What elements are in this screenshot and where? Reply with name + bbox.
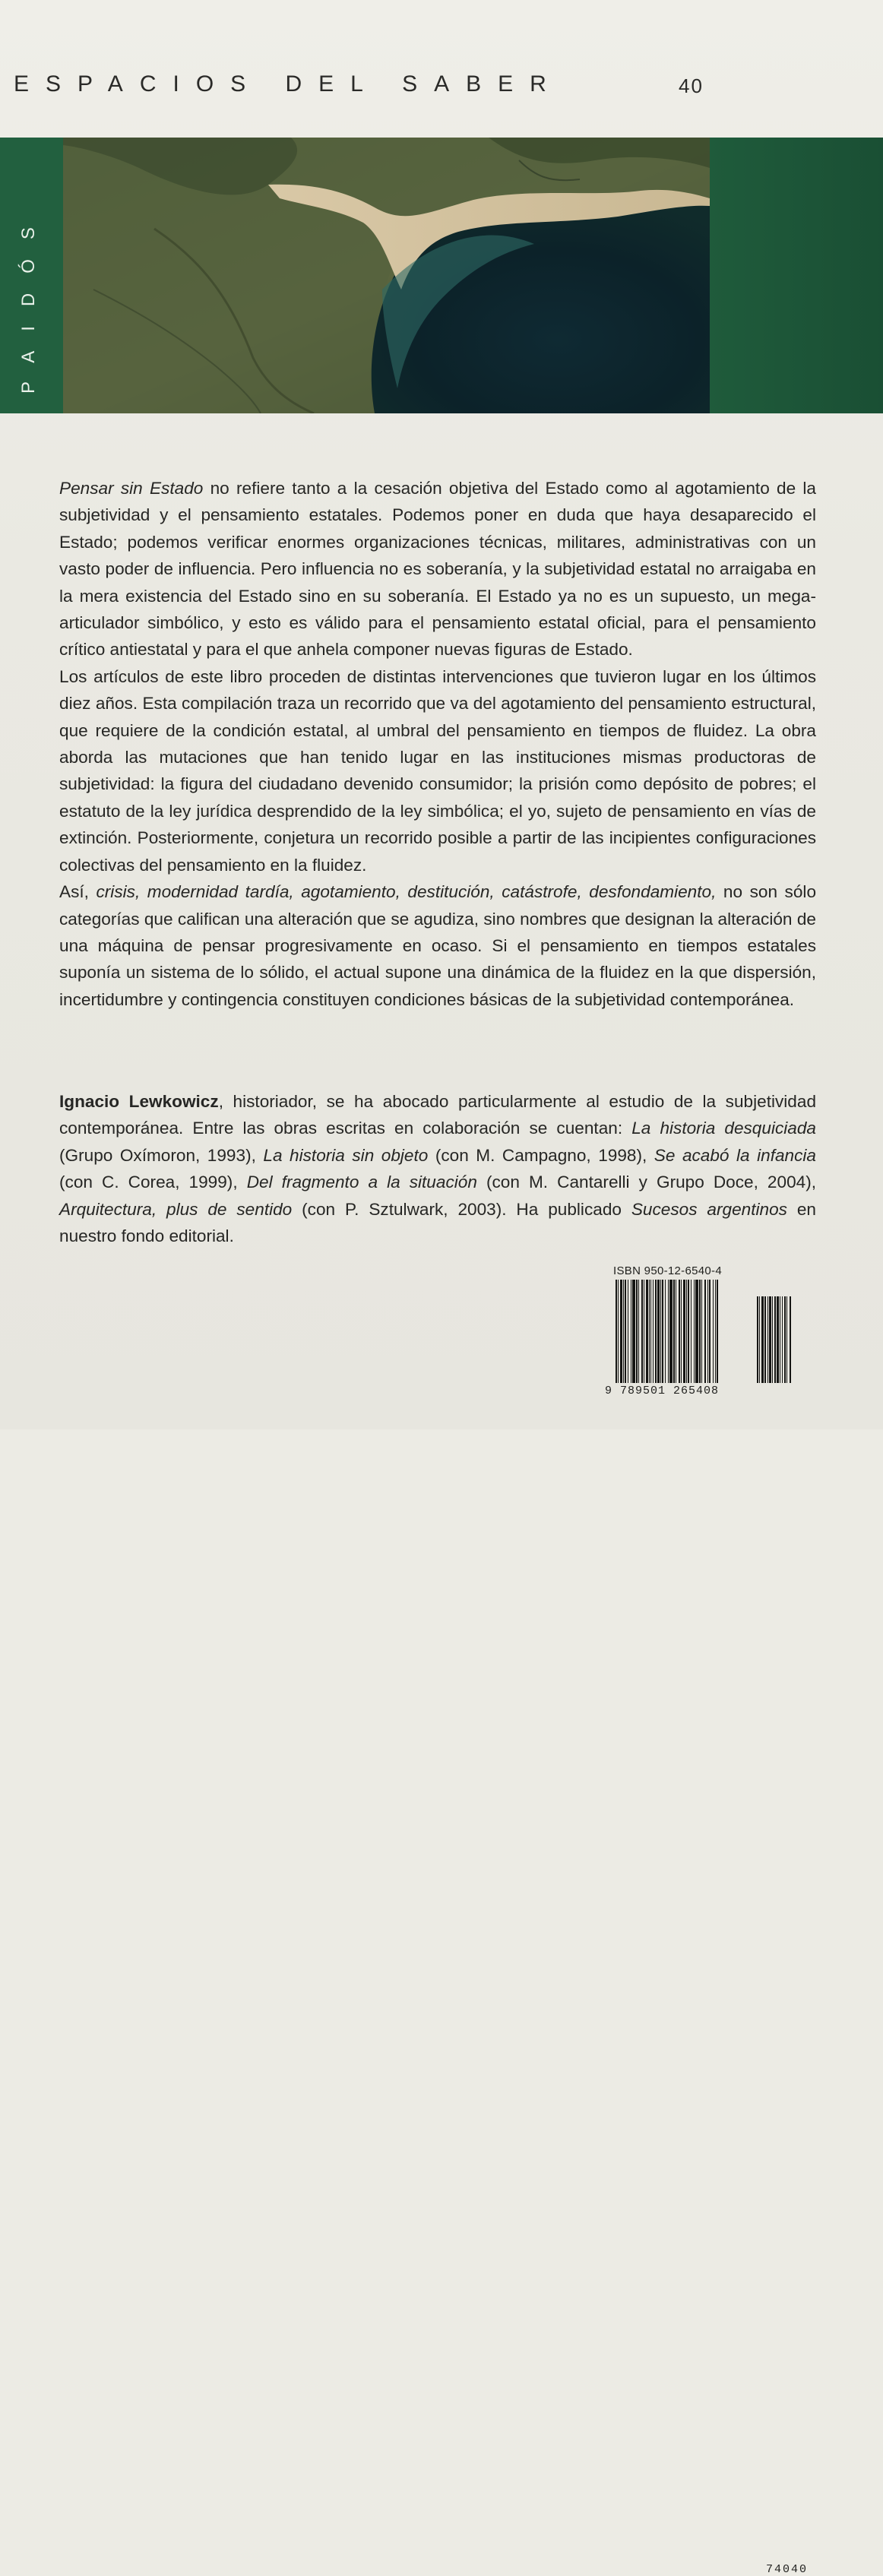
author-name: Ignacio Lewkowicz [59, 1092, 219, 1111]
barcode-ean13-bars [616, 1280, 752, 1383]
blurb-terms: crisis, modernidad tardía, agotamiento, destitución, catástrofe, desfondamiento, [96, 882, 717, 902]
blurb-text: no son sólo categorías que califican una alteración que se agudiza, sino nombres que designan la alteración de una máquina de pensar progresivamente en ocaso. Si el pensamiento en tiempos estatales suponía un sistema de lo sólido, el actual supone una dinámica de la fluidez en la que dispersión, incertidumbre y contingencia constituyen condiciones básicas de la subjetividad contemporánea. [59, 882, 817, 1009]
author-text: (con M. Cantarelli y Grupo Doce, 2004), [476, 1172, 816, 1192]
barcode-addon-digits: 74040 [766, 2563, 809, 2576]
barcode [605, 1280, 830, 2576]
publisher-logo: PAIDÓS [18, 207, 39, 394]
work-title: Del fragmento a la situación [246, 1172, 477, 1192]
work-title: Arquitectura, plus de sentido [59, 1199, 293, 1219]
series-name: ESPACIOS DEL SABER [14, 71, 563, 97]
author-text: (Grupo Oxímoron, 1993), [59, 1145, 264, 1165]
barcode-digits: 9 789501 265408 [605, 1385, 720, 1397]
work-title: La historia desquiciada [631, 1119, 816, 1138]
blurb-paragraph-1 [59, 475, 816, 663]
blurb-text: no refiere tanto a la cesación objetiva del Estado como al agotamiento de la subjetividad y el pensamiento estatales. Podemos poner en duda que haya desaparecido el Estado; podemos verificar enormes organizaciones técnicas, militares, administrativas con un vasto poder de influencia. Pero influencia no es soberanía, y la subjetividad estatal no arraigaba en la mera existencia del Estado sino en su soberanía. El Estado ya no es un supuesto, un mega-articulador simbólico, y esto es válido para el pensamiento estatal oficial, para el pensamiento crítico antiestatal y para el que anhela componer nuevas figuras de Estado. [59, 479, 816, 660]
book-title: Pensar sin Estado [59, 479, 204, 498]
work-title: Se acabó la infancia [654, 1145, 816, 1165]
work-title: La historia sin objeto [263, 1145, 429, 1165]
blurb-paragraph-3 [59, 878, 816, 1013]
satellite-image [63, 138, 710, 413]
author-text: (con P. Sztulwark, 2003). Ha publicado [292, 1199, 631, 1219]
blurb-paragraph-2: Los artículos de este libro proceden de distintas intervenciones que tuvieron lugar en los últimos diez años. Esta compilación traza un recorrido que va del agotamiento del pensamiento estructural, que requiere de la condición estatal, al umbral del pensamiento en tiempos de fluidez. La obra aborda las mutaciones que han tenido lugar en las instituciones mismas productoras de subjetividad: la figura del ciudadano devenido consumidor; la prisión como depósito de pobres; el estatuto de la ley jurídica desprendido de la ley simbólica; el yo, sujeto de pensamiento en vías de extinción. Posteriormente, conjetura un recorrido posible a partir de las incipientes configuraciones colectivas del pensamiento en la fluidez. [59, 666, 816, 875]
author-text: (con M. Campagno, 1998), [428, 1145, 654, 1165]
cover-band-right [710, 138, 883, 413]
work-title: Sucesos argentinos [631, 1199, 787, 1219]
author-text: (con C. Corea, 1999), [59, 1172, 247, 1192]
author-text: , historiador, se ha abocado particularmente al estudio de la subjetividad contemporánea. Entre las obras escritas en colaboración se cuentan: [59, 1092, 817, 1138]
blurb [59, 475, 816, 1013]
blurb-text: Así, [59, 882, 97, 902]
author-text: en nuestro fondo editorial. [59, 1199, 816, 1246]
author-paragraph [59, 1088, 816, 1249]
author-bio [59, 1088, 816, 1249]
barcode-addon-bars [757, 1296, 819, 1383]
series-number: 40 [679, 74, 704, 97]
isbn-label: ISBN 950-12-6540-4 [613, 1264, 722, 1277]
